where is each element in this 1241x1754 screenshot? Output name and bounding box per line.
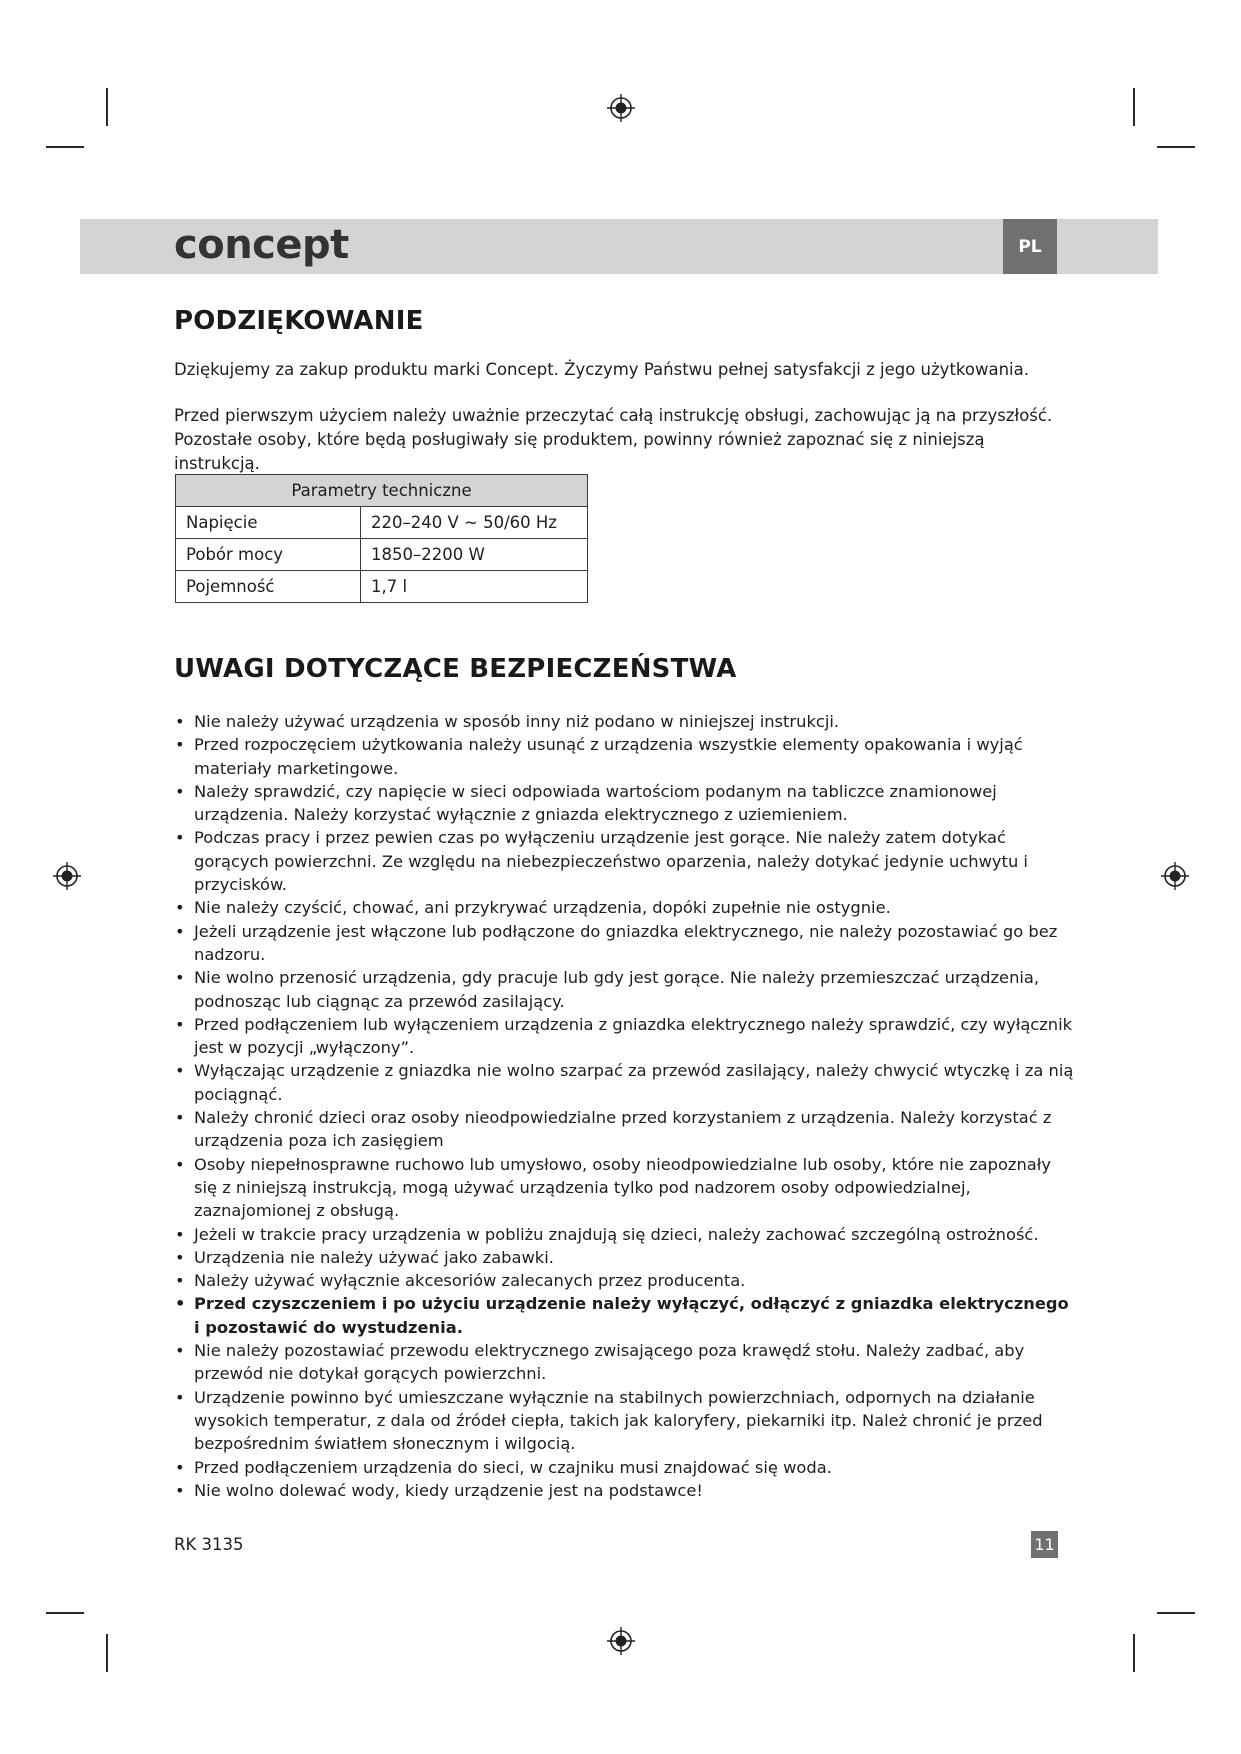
safety-item-emphasis: • Przed czyszczeniem i po użyciu urządzenie należy wyłączyć, odłączyć z gniazdka elektrycznego i pozostawić do wystudzenia. <box>174 1292 1074 1339</box>
safety-item: • Nie należy używać urządzenia w sposób inny niż podano w niniejszej instrukcji. <box>174 710 1074 733</box>
safety-item: • Jeżeli urządzenie jest włączone lub podłączone do gniazdka elektrycznego, nie należy pozostawiać go bez nadzoru. <box>174 920 1074 967</box>
spec-label: Pobór mocy <box>176 539 361 571</box>
crop-mark <box>106 88 108 126</box>
safety-item: • Osoby niepełnosprawne ruchowo lub umysłowo, osoby nieodpowiedzialne lub osoby, które nie zapoznały się z niniejszą instrukcją, mogą używać urządzenia tylko pod nadzorem osoby odpowiedzialnej, zaznajomionej z obsługą. <box>174 1153 1074 1223</box>
spec-table <box>175 474 588 603</box>
safety-item: • Podczas pracy i przez pewien czas po wyłączeniu urządzenie jest gorące. Nie należy zatem dotykać gorących powierzchni. Ze względu na niebezpieczeństwo oparzenia, należy dotykać jedynie uchwytu i przycisków. <box>174 826 1074 896</box>
spec-label: Napięcie <box>176 507 361 539</box>
safety-item: • Nie wolno przenosić urządzenia, gdy pracuje lub gdy jest gorące. Nie należy przemieszczać urządzenia, podnosząc lub ciągnąc za przewód zasilający. <box>174 966 1074 1013</box>
safety-item: • Nie należy pozostawiać przewodu elektrycznego zwisającego poza krawędź stołu. Należy zadbać, aby przewód nie dotykał gorących powierzchni. <box>174 1339 1074 1386</box>
safety-item: • Nie wolno dolewać wody, kiedy urządzenie jest na podstawce! <box>174 1479 1074 1502</box>
page-number: 11 <box>1031 1531 1058 1558</box>
crop-mark <box>1157 1612 1195 1614</box>
thanks-title: PODZIĘKOWANIE <box>174 306 424 336</box>
crop-mark <box>1133 88 1135 126</box>
crop-mark <box>46 1612 84 1614</box>
spec-row-power <box>176 539 588 571</box>
safety-item: • Jeżeli w trakcie pracy urządzenia w pobliżu znajdują się dzieci, należy zachować szczególną ostrożność. <box>174 1223 1074 1246</box>
safety-item: • Należy chronić dzieci oraz osoby nieodpowiedzialne przed korzystaniem z urządzenia. Należy korzystać z urządzenia poza ich zasięgiem <box>174 1106 1074 1153</box>
spec-table-header: Parametry techniczne <box>176 475 588 507</box>
safety-item: • Przed podłączeniem lub wyłączeniem urządzenia z gniazdka elektrycznego należy sprawdzić, czy wyłącznik jest w pozycji „wyłączony”. <box>174 1013 1074 1060</box>
safety-item: • Przed podłączeniem urządzenia do sieci, w czajniku musi znajdować się woda. <box>174 1456 1074 1479</box>
registration-mark-icon <box>52 861 82 891</box>
instruction-paragraph-line: Pozostałe osoby, które będą posługiwały się produktem, powinny również zapoznać się z niniejszą instrukcją. <box>174 430 985 473</box>
spec-row-capacity <box>176 571 588 603</box>
model-number: RK 3135 <box>174 1535 244 1554</box>
spec-value: 1,7 l <box>361 571 588 603</box>
safety-item: • Urządzenia nie należy używać jako zabawki. <box>174 1246 1074 1269</box>
language-badge: PL <box>1003 219 1057 274</box>
registration-mark-icon <box>606 1626 636 1656</box>
safety-item: • Nie należy czyścić, chować, ani przykrywać urządzenia, dopóki zupełnie nie ostygnie. <box>174 896 1074 919</box>
spec-label: Pojemność <box>176 571 361 603</box>
safety-item: • Wyłączając urządzenie z gniazdka nie wolno szarpać za przewód zasilający, należy chwycić wtyczkę i za nią pociągnąć. <box>174 1059 1074 1106</box>
instruction-paragraph-line: Przed pierwszym użyciem należy uważnie przeczytać całą instrukcję obsługi, zachowując ją na przyszłość. <box>174 406 1053 425</box>
thanks-paragraph: Dziękujemy za zakup produktu marki Concept. Życzymy Państwu pełnej satysfakcji z jego użytkowania. <box>174 360 1029 379</box>
safety-title: UWAGI DOTYCZĄCE BEZPIECZEŃSTWA <box>174 654 737 684</box>
safety-list <box>174 710 1074 1502</box>
safety-item: • Urządzenie powinno być umieszczane wyłącznie na stabilnych powierzchniach, odpornych na działanie wysokich temperatur, z dala od źródeł ciepła, takich jak kaloryfery, piekarniki itp. Należ chronić je przed bezpośrednim światłem słonecznym i wilgocią. <box>174 1386 1074 1456</box>
spec-row-voltage <box>176 507 588 539</box>
registration-mark-icon <box>1160 861 1190 891</box>
spec-table-header-row <box>176 475 588 507</box>
crop-mark <box>106 1634 108 1672</box>
crop-mark <box>1133 1634 1135 1672</box>
brand-logo: concept <box>174 222 349 268</box>
spec-value: 220–240 V ~ 50/60 Hz <box>361 507 588 539</box>
registration-mark-icon <box>606 93 636 123</box>
safety-item: • Należy używać wyłącznie akcesoriów zalecanych przez producenta. <box>174 1269 1074 1292</box>
crop-mark <box>1157 146 1195 148</box>
spec-value: 1850–2200 W <box>361 539 588 571</box>
safety-item: • Należy sprawdzić, czy napięcie w sieci odpowiada wartościom podanym na tabliczce znamionowej urządzenia. Należy korzystać wyłącznie z gniazda elektrycznego z uziemieniem. <box>174 780 1074 827</box>
safety-item: • Przed rozpoczęciem użytkowania należy usunąć z urządzenia wszystkie elementy opakowania i wyjąć materiały marketingowe. <box>174 733 1074 780</box>
crop-mark <box>46 146 84 148</box>
